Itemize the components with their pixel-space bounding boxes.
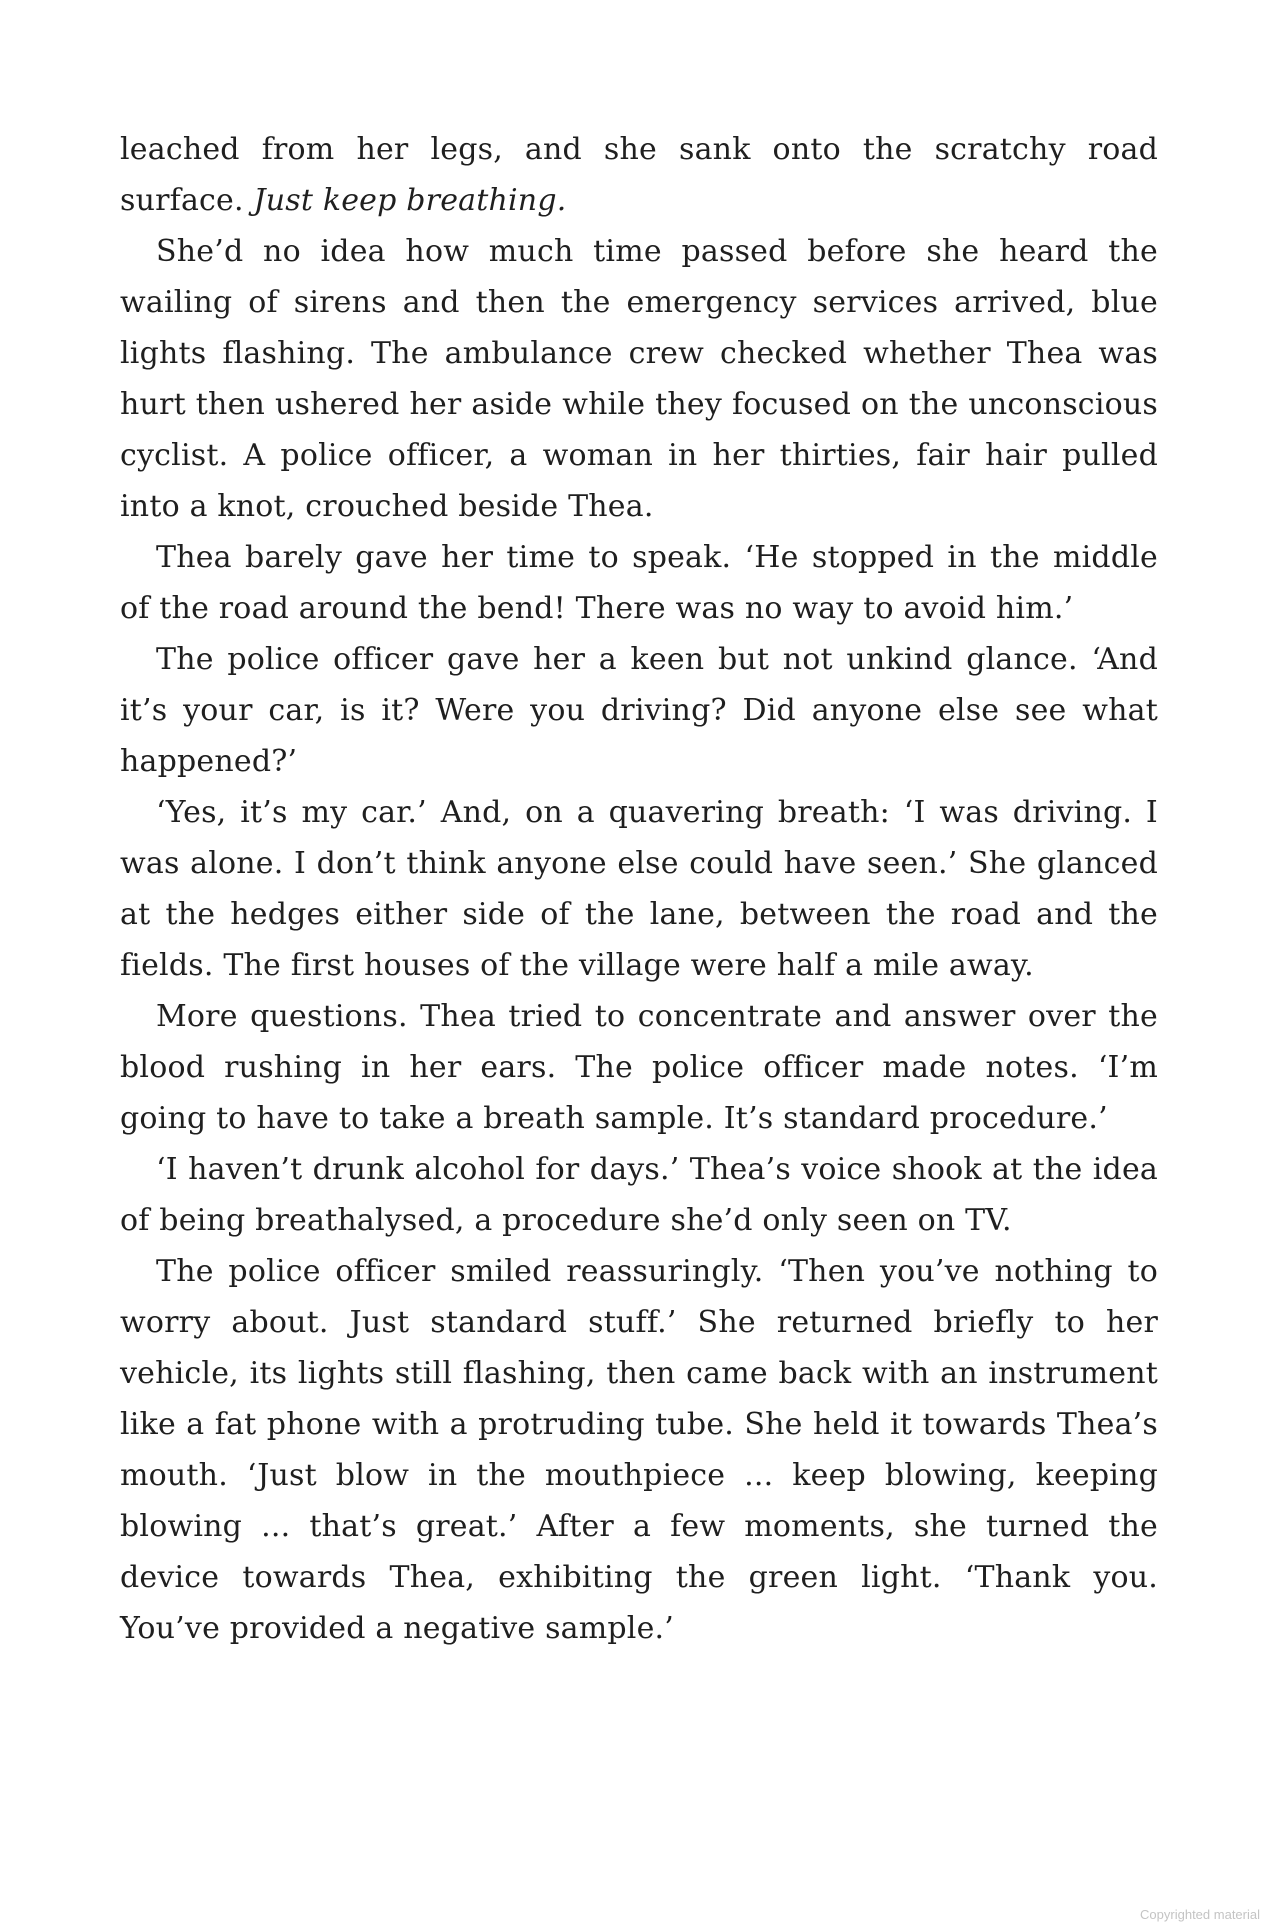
paragraph-4: The police officer gave her a keen but not unkind glance. ‘And it’s your car, is it? Were you driving? Did anyone else see what happened?’: [120, 642, 1158, 779]
copyright-watermark: Copyrighted material: [1140, 1907, 1260, 1922]
paragraph-2: She’d no idea how much time passed before she heard the wailing of sirens and then the emergency services arrived, blue lights flashing. The ambulance crew checked whether Thea was hurt then ushered her aside while they focused on the unconscious cyclist. A police officer, a woman in her thirties, fair hair pulled into a knot, crouched beside Thea.: [120, 234, 1158, 524]
paragraph-3: Thea barely gave her time to speak. ‘He stopped in the middle of the road around the bend! There was no way to avoid him.’: [120, 540, 1158, 626]
paragraph-1-italic: Just keep breathing.: [253, 183, 567, 218]
paragraph-8: The police officer smiled reassuringly. ‘Then you’ve nothing to worry about. Just standard stuff.’ She returned briefly to her vehicle, its lights still flashing, then came back with an instrument like a fat phone with a protruding tube. She held it towards Thea’s mouth. ‘Just blow in the mouthpiece ... keep blowing, keeping blowing ... that’s great.’ After a few moments, she turned the device towards Thea, exhibiting the green light. ‘Thank you. You’ve provided a negative sample.’: [120, 1254, 1158, 1646]
paragraph-5: ‘Yes, it’s my car.’ And, on a quavering breath: ‘I was driving. I was alone. I don’t think anyone else could have seen.’ She glanced at the hedges either side of the lane, between the road and the fields. The first houses of the village were half a mile away.: [120, 795, 1158, 983]
paragraph-6: More questions. Thea tried to concentrate and answer over the blood rushing in her ears. The police officer made notes. ‘I’m going to have to take a breath sample. It’s standard procedure.’: [120, 999, 1158, 1136]
paragraph-1: [120, 124, 1158, 226]
paragraph-1-text: leached from her legs, and she sank onto the scratchy road surface.: [120, 132, 1158, 218]
paragraph-7: ‘I haven’t drunk alcohol for days.’ Thea’s voice shook at the idea of being breathalysed, a procedure she’d only seen on TV.: [120, 1152, 1158, 1238]
book-page-body: [120, 124, 1158, 1654]
